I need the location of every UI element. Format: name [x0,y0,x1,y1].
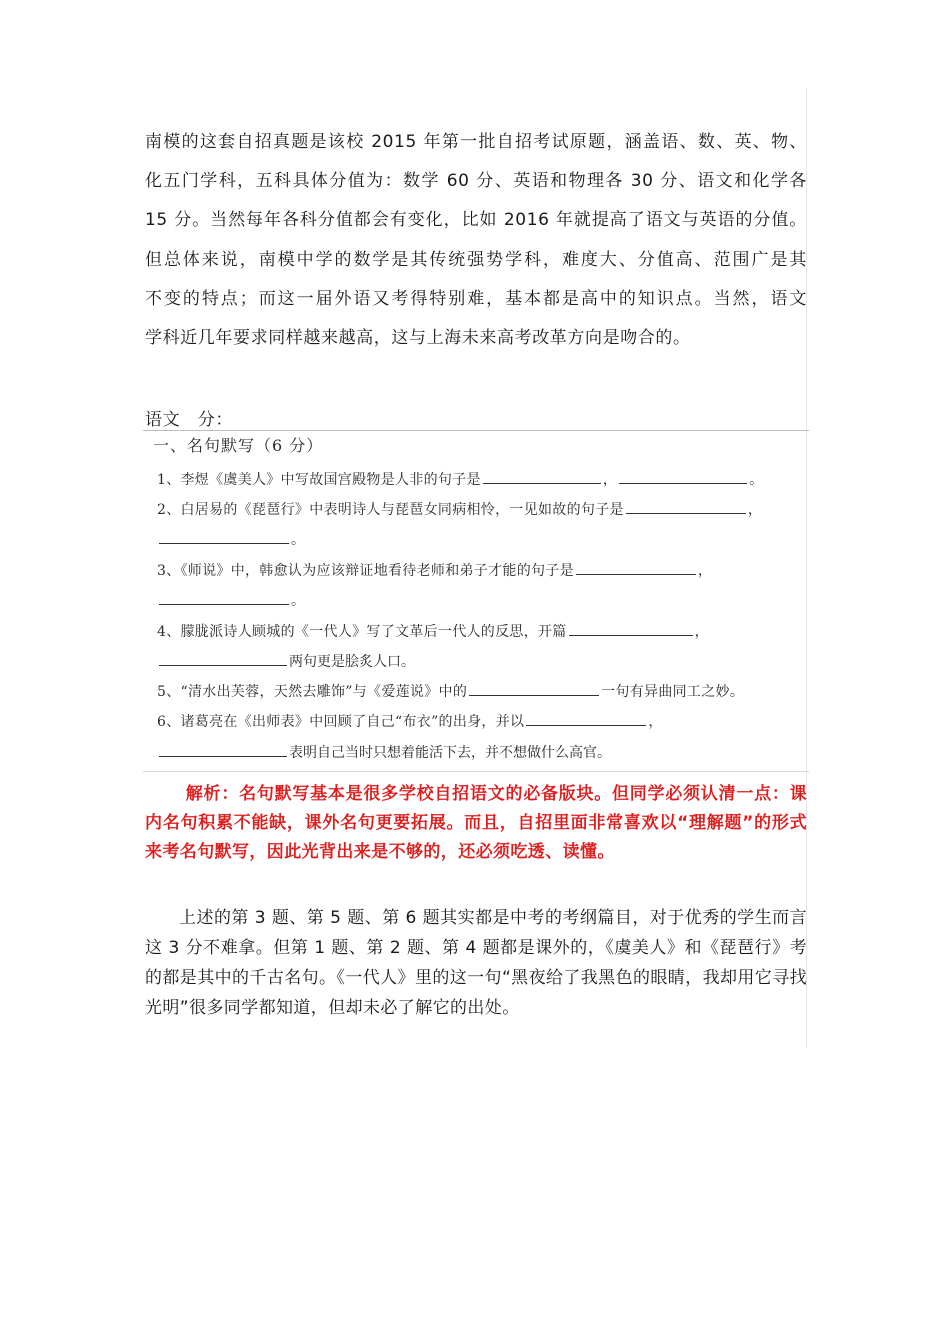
intro-paragraph [145,123,807,358]
question-text: 4、朦胧派诗人顾城的《一代人》写了文革后一代人的反思，开篇 [157,624,567,640]
answer-blank [619,482,747,484]
question-text: 6、诸葛亮在《出师表》中回顾了自己“布衣”的出身，并以 [157,714,525,730]
answer-blank [569,634,693,636]
answer-blank [159,542,289,544]
intro-line: 15 分。当然每年各科分值都会有变化，比如 2016 年就提高了语文与英语的分值。 [145,210,807,231]
analysis-note [145,780,807,867]
question-section-title: 一、名句默写（6 分） [153,436,324,455]
intro-line: 但总体来说，南模中学的数学是其传统强势学科，难度大、分值高、范围广是其 [145,249,807,270]
answer-blank [159,603,289,605]
answer-blank [159,755,287,757]
question-text: 3、《师说》中，韩愈认为应该辩证地看待老师和弟子才能的句子是 [157,563,574,579]
question-4-continued: 两句更是脍炙人口。 [157,651,415,671]
intro-line: 南模的这套自招真题是该校 2015 年第一批自招考试原题，涵盖语、数、英、物、 [145,132,807,152]
answer-blank [159,664,287,666]
section-label-chinese: 语文 分： [145,410,233,430]
question-scan-image [143,430,809,772]
question-3: 3、《师说》中，韩愈认为应该辩证地看待老师和弟子才能的句子是 ， [157,563,713,579]
intro-line: 化五门学科，五科具体分值为：数学 60 分、英语和物理各 30 分、语文和化学各 [145,171,807,192]
question-2-continued: 。 [157,529,305,549]
question-text: 5、“清水出芙蓉，天然去雕饰”与《爱莲说》中的 [157,684,468,700]
intro-line: 学科近几年要求同样越来越高，这与上海未来高考改革方向是吻合的。 [145,328,691,349]
question-text: 2、白居易的《琵琶行》中表明诗人与琵琶女同病相怜，一见如故的句子是 [157,502,624,518]
question-3-continued: 。 [157,590,305,610]
question-2: 2、白居易的《琵琶行》中表明诗人与琵琶女同病相怜，一见如故的句子是 ， [157,502,763,518]
question-6: 6、诸葛亮在《出师表》中回顾了自己“布衣”的出身，并以 ， [157,714,663,730]
answer-blank [483,482,601,484]
answer-blank [626,512,746,514]
question-text: 1、李煜《虞美人》中写故国宫殿物是人非的句子是 [157,472,481,488]
intro-line: 不变的特点；而这一届外语又考得特别难，基本都是高中的知识点。当然，语文 [145,288,807,309]
question-5: 5、“清水出芙蓉，天然去雕饰”与《爱莲说》中的 一句有异曲同工之妙。 [157,684,745,700]
answer-blank [526,724,646,726]
analysis-text: 解析：名句默写基本是很多学校自招语文的必备版块。但同学必须认清一点：课内名句积累不能缺，课外名句更要拓展。而且，自招里面非常喜欢以“理解题”的形式来考名句默写，因此光背出来是不够的，还必须吃透、读懂。 [145,784,807,862]
answer-blank [576,573,696,575]
question-6-continued: 表明自己当时只想着能活下去，并不想做什么高官。 [157,742,611,762]
body-paragraph [145,903,807,1023]
question-1: 1、李煜《虞美人》中写故国宫殿物是人非的句子是 ， 。 [157,472,764,488]
question-4: 4、朦胧派诗人顾城的《一代人》写了文革后一代人的反思，开篇 ， [157,624,709,640]
answer-blank [469,694,599,696]
body-paragraph-text: 上述的第 3 题、第 5 题、第 6 题其实都是中考的考纲篇目，对于优秀的学生而言这 3 分不难拿。但第 1 题、第 2 题、第 4 题都是课外的，《虞美人》和《琵琶行》考的都是其中的千古名句。《一代人》里的这一句“黑夜给了我黑色的眼睛，我却用它寻找光明”很多同学都知道，但却未必了解它的出处。 [145,908,807,1018]
